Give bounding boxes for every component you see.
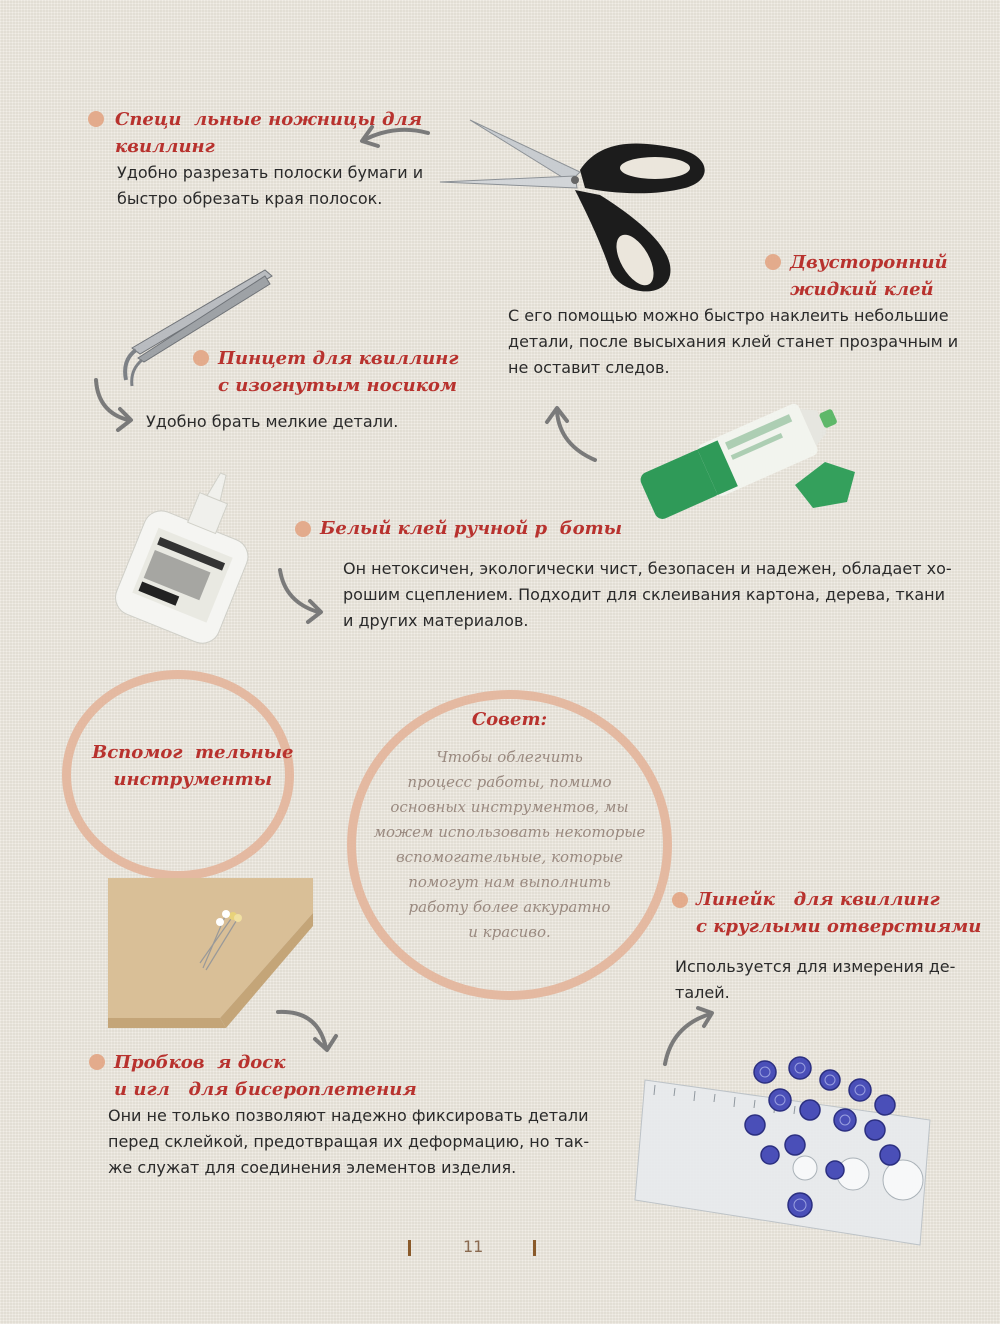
scissors-text-1: Удобно разрезать полоски бумаги и [117,163,424,182]
liquid-glue-title: Двусторонний жидкий клей [790,252,948,300]
white-glue-text-3: и других материалов. [343,611,529,630]
page-number: 11 [463,1237,484,1256]
white-glue-text-2: рошим сцеплением. Подходит для склеивания картона, дерева, ткани [343,585,946,604]
liquid-glue-text-1: С его помощью можно быстро наклеить небольшие [508,306,949,325]
tip-line: помогут нам выполнить [408,873,611,891]
scissors-title: Специ льные ножницы для квиллинг [115,109,423,157]
white-glue-text-1: Он нетоксичен, экологически чист, безопасен и надежен, обладает хо- [343,559,952,578]
scissors-text-2: быстро обрезать края полосок. [117,189,383,208]
ruler-text-2: талей. [675,983,730,1002]
white-glue-title: Белый клей ручной р боты [320,518,623,539]
tip-line: и красиво. [468,923,551,941]
aux-tools-title: Вспомог тельные инструменты [92,742,294,790]
cork-board-text-1: Они не только позволяют надежно фиксировать детали [108,1106,589,1125]
tip-line: основных инструментов, мы [390,798,629,816]
page-marker-left [408,1240,411,1256]
cork-board-text-2: перед склейкой, предотвращая их деформацию, но так- [108,1132,590,1151]
ruler-image [635,1050,935,1250]
ruler-title: Линейк для квиллинг с круглыми отверстиями [696,889,982,937]
tip-line: работу более аккуратно [408,898,611,916]
tip-line: процесс работы, помимо [407,773,612,791]
liquid-glue-text-2: детали, после высыхания клей станет прозрачным и [508,332,959,351]
cork-board-text-3: же служат для соединения элементов изделия. [108,1158,517,1177]
cork-board-title: Пробков я доск и игл для бисероплетения [114,1052,417,1100]
tip-line: Чтобы облегчить [436,748,583,766]
tweezers-title: Пинцет для квиллинг с изогнутым носиком [218,348,459,396]
tweezers-text-1: Удобно брать мелкие детали. [146,412,399,431]
liquid-glue-text-3: не оставит следов. [508,358,670,377]
page-marker-right [533,1240,536,1256]
tip-line: можем использовать некоторые [373,823,646,841]
tip-line: вспомогательные, которые [395,848,624,866]
tip-title: Совет: [471,709,548,730]
ruler-text-1: Используется для измерения де- [675,957,956,976]
